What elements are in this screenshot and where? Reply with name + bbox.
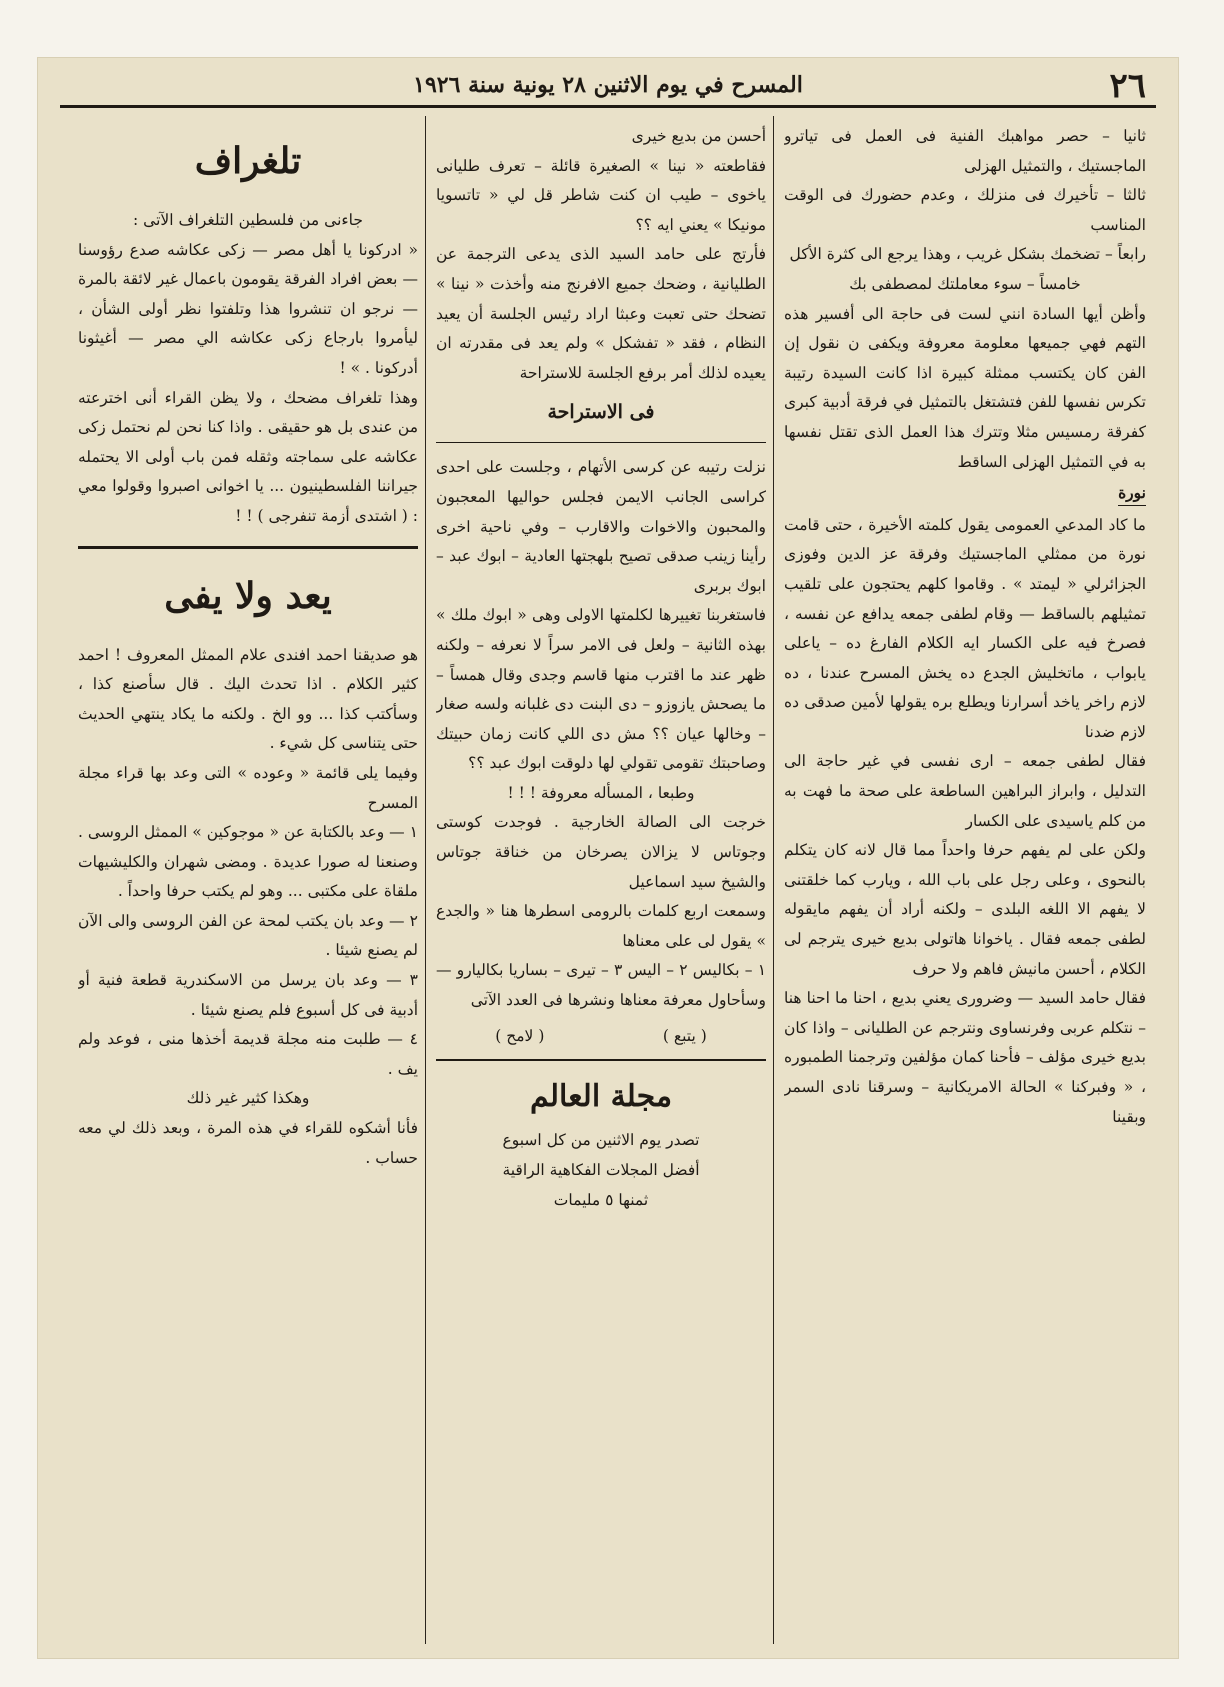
paragraph: جاءنى من فلسطين التلغراف الآتى : <box>133 211 363 229</box>
list-item: ١ — وعد بالكتابة عن « موجوكين » الممثل الروسى . وصنعنا له صورا عديدة . ومضى شهران والكليشيهات ملقاة على مكتبى ... وهو لم يكتب حرفا واحداً . <box>78 823 418 901</box>
paragraph: وأظن أيها السادة انني لست فى حاجة الى أفسير هذه التهم فهي جميعها معلومة معروفة ويكفى ن نقول إن الفن كان يكتسب ممثلة كبيرة اذا كانت السيدة رتيبة تكرس نفسها للفن فتشتغل بالتمثيل في فرقة أدبية كبرى كفرقة رمسيس مثلا وتترك هذا العمل الذى تقتل نفسها به في التمثيل الهزلى الساقط <box>784 304 1146 471</box>
author-signature: ( لامح ) <box>495 1026 545 1045</box>
paragraph: ثالثا – تأخيرك فى منزلك ، وعدم حضورك فى الوقت المناسب <box>784 186 1146 234</box>
paragraph: فأرتج على حامد السيد الذى يدعى الترجمة عن الطليانية ، وضحك جميع الافرنج منه وأخذت « نينا » تضحك حتى تعبت وعبثا اراد رئيس الجلسة أن يعيد النظام ، فقد « تفشكل » ولم يعد فى مقدرته ان يعيده لذلك أمر برفع الجلسة للاستراحة <box>436 245 766 382</box>
ad-title: مجلة العالم <box>529 1079 673 1115</box>
subheading-noura: نورة <box>1118 481 1146 506</box>
to-be-continued: ( يتبع ) <box>662 1026 707 1045</box>
paragraph: ١ – بكاليس ٢ – اليس ٣ – تيرى – بساريا بكاليارو — وسأحاول معرفة معناها ونشرها فى العدد الآتى <box>436 961 766 1010</box>
paragraph: فقاطعته « نينا » الصغيرة قائلة – تعرف طليانى ياخوى – طيب ان كنت شاطر قل لي « تاتسويا مونيكا » يعني ايه ؟؟ <box>436 156 766 234</box>
paragraph: خامساً – سوء معاملتك لمصطفى بك <box>849 274 1081 293</box>
column-left <box>78 122 418 1646</box>
column-right <box>784 122 1146 1646</box>
divider <box>78 546 418 549</box>
list-item: ٤ — طلبت منه مجلة قديمة أخذها منى ، فوعد ولم يف . <box>78 1030 418 1078</box>
ad-line: تصدر يوم الاثنين من كل اسبوع <box>502 1131 700 1150</box>
list-item: ٣ — وعد بان يرسل من الاسكندرية قطعة فنية أو أدبية فى كل أسبوع فلم يصنع شيئا . <box>78 971 418 1019</box>
column-middle <box>436 122 766 1646</box>
paragraph: هو صديقنا احمد افندى علام الممثل المعروف ! احمد كثير الكلام . اذا تحدث اليك . قال سأصنع كذا ، وسأكتب كذا ... وو الخ . ولكنه ما يكاد ينتهي الحديث حتى يتناسى كل شيء . <box>78 645 418 753</box>
paragraph: وهكذا كثير غير ذلك <box>186 1089 310 1108</box>
ad-price: ثمنها ٥ مليمات <box>553 1191 649 1210</box>
paragraph: فاستغربنا تغييرها لكلمتها الاولى وهى « ابوك ملك » بهذه الثانية – ولعل فى الامر سراً لا نعرفه – ولكنه ظهر عند ما اقترب منها قاسم وجدى وقال همساً – ما يصحش يازوزو – دى البنت دى غلبانه ولسه صغار – وخالها عيان ؟؟ مش دى اللي كانت زمان حبيتك وصاحبتك تقومى تقولي لها دلوقت ابوك عبد ؟؟ <box>436 606 766 773</box>
divider <box>436 442 766 443</box>
newspaper-page <box>38 58 1178 1658</box>
paragraph: وطبعا ، المسأله معروفة ! ! ! <box>507 783 695 802</box>
page-number: ٢٦ <box>1109 66 1146 106</box>
page-header <box>60 64 1156 108</box>
list-item: ٢ — وعد بان يكتب لمحة عن الفن الروسى والى الآن لم يصنع شيئا . <box>78 911 418 960</box>
paragraph: « ادركونا يا أهل مصر — زكى عكاشه صدع رؤوسنا — بعض افراد الفرقة يقومون باعمال غير لائقة بالمرة — نرجو ان تنشروا هذا وتلفتوا نظر أولى الشأن ، ليأمروا بارجاع زكى عكاشه الي مصر — أغيثونا أدركونا . » ! <box>78 240 418 377</box>
signature-line <box>436 1022 766 1052</box>
header-rule <box>60 105 1156 108</box>
subheading-intermission: فى الاستراحة <box>547 401 655 424</box>
paragraph: ولكن على لم يفهم حرفا واحداً مما قال لانه كان يتكلم بالنحوى ، وعلى رجل على باب الله ، ويارب كما خلقتنى لا يفهم الا اللغه البلدى – ولكنه أراد أن يفهم مايقوله لطفى جمعه فقال . ياخوانا هاتولى بديع خيرى يترجم لى الكلام ، أحسن مانيش فاهم ولا حرف <box>784 841 1146 978</box>
paragraph: أحسن من بديع خيرى <box>631 127 766 145</box>
paragraph: ثانيا – حصر مواهبك الفنية فى العمل فى تياترو الماجستيك ، والتمثيل الهزلى <box>784 127 1146 175</box>
paragraph: ما كاد المدعي العمومى يقول كلمته الأخيرة ، حتى قامت نورة من ممثلي الماجستيك وفرقة عز الدين وفوزى الجزائرلي « ليمتد » . وقاموا كلهم يحتجون على تلقيب تمثيلهم بالساقط — وقام لطفى جمعه يدافع عن نفسه ، فصرخ فيه على الكسار ايه الكلام الفارغ ده – ياعلى يابواب ، ماتخليش الجدع ده يخش المسرح عندنا ، ده لازم راخر ياخد أسرارنا ويطلع بره يقولها لأمين صدقى ده لازم ضدنا <box>784 515 1146 741</box>
section-title-telegraph: تلغراف <box>194 140 302 182</box>
ad-line: أفضل المجلات الفكاهية الراقية <box>502 1161 700 1180</box>
paragraph: رابعاً – تضخمك بشكل غريب ، وهذا يرجع الى كثرة الأكل <box>789 245 1146 264</box>
paragraph: وفيما يلى قائمة « وعوده » التى وعد بها قراء مجلة المسرح <box>78 763 418 812</box>
paragraph: فقال حامد السيد — وضرورى يعني بديع ، احنا ما احنا هنا – نتكلم عربى وفرنساوى ونترجم عن الطليانى – واذا كان بديع خيرى مؤلف – فأحنا كمان مؤلفين وترجمنا الطمبوره ، « وفبركنا » الحالة الامريكانية – وسرقنا نادى السمر وبقينا <box>784 989 1146 1126</box>
advertisement-box <box>436 1059 766 1215</box>
header-title: المسرح في يوم الاثنين ٢٨ يونية سنة ١٩٢٦ <box>413 72 803 98</box>
paragraph: وسمعت اربع كلمات بالرومى اسطرها هنا « والجدع » يقول لى على معناها <box>436 902 766 950</box>
paragraph: فقال لطفى جمعه – ارى نفسى في غير حاجة الى التدليل ، وابراز البراهين الساطعة على صحة ما فهت به من كلم ياسيدى على الكسار <box>784 752 1146 830</box>
paragraph: وهذا تلغراف مضحك ، ولا يظن القراء أنى اخترعته من عندى بل هو حقيقى . واذا كنا نحن لم نحتمل زكى عكاشه على سماجته وثقله فمن باب أولى الا يحتمله جيراننا الفلسطينيون ... يا اخوانى اصبروا وقولوا معي : ( اشتدى أزمة تنفرجى ) ! ! <box>78 388 418 525</box>
paragraph: فأنا أشكوه للقراء في هذه المرة ، وبعد ذلك لي معه حساب . <box>78 1119 418 1167</box>
column-divider <box>773 116 774 1644</box>
column-divider <box>425 116 426 1644</box>
paragraph: خرجت الى الصالة الخارجية . فوجدت كوستى وجوتاس لا يزالان يصرخان من خناقة جوتاس والشيخ سيد اسماعيل <box>436 813 766 891</box>
section-title-promises: يعد ولا يفى <box>164 574 332 617</box>
paragraph: نزلت رتيبه عن كرسى الأتهام ، وجلست على احدى كراسى الجانب الايمن فجلس حواليها المعجبون والمحبون والاخوات والاقارب – وفي ناحية اخرى رأينا زينب صدقى تصيح بلهجتها العادية – ابوك عبد – ابوك بربرى <box>436 458 766 595</box>
